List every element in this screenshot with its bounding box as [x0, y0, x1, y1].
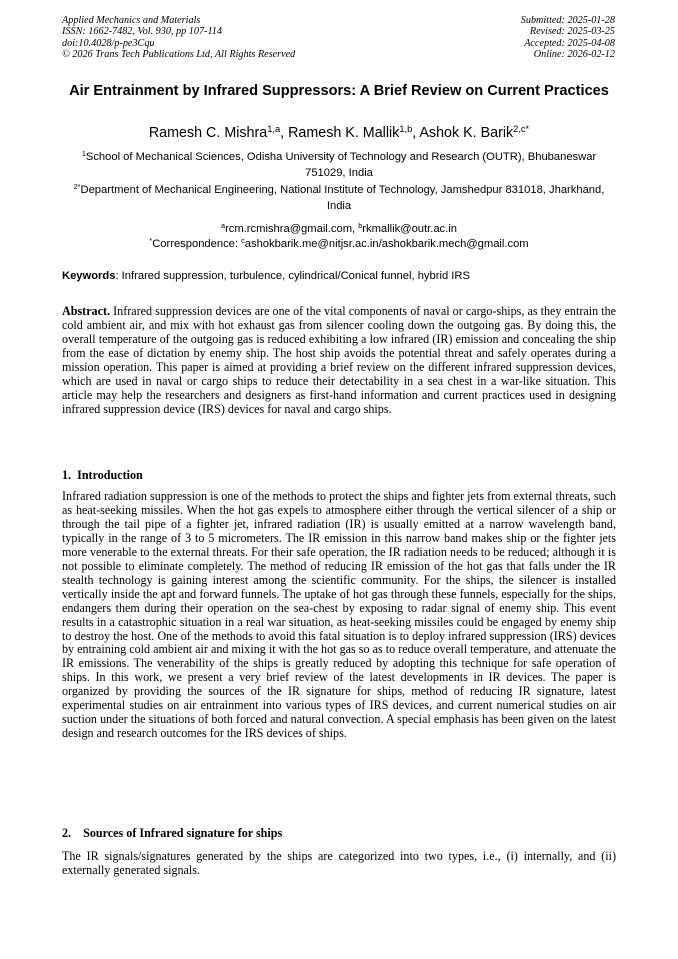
abstract	[62, 305, 616, 417]
affiliation-text: Department of Mechanical Engineering, National Institute of Technology, Jamshedpur 831018, Jharkhand, India	[80, 184, 605, 212]
online-date: Online: 2026-02-12	[533, 48, 615, 60]
affiliation-text: School of Mechanical Sciences, Odisha University of Technology and Research (OUTR), Bhubaneswar 751029, India	[85, 151, 597, 179]
section-2-paragraph: The IR signals/signatures generated by the ships are categorized into two types, i.e., (i) internally, and (ii) externally generated signals.	[62, 849, 616, 877]
introduction-paragraph: Infrared radiation suppression is one of the methods to protect the ships and fighter jets from external threats, such as heat-seeking missiles. When the hot gas expels to atmosphere either through the vertical silencer of a ship or through the tail pipe of a fighter jet, infrared radiation (IR) is usually emitted at a narrow wavelength band, typically in the range of 3 to 5 micrometers. The IR emission in this narrow band makes ship or the fighter jets more venerable to the external threats. For their safe operation, the IR radiation needs to be reduced; although it is not possible to eliminate completely. The method of reducing IR emission of the hot gas that falls under the IR stealth technology is gaining interest among the scientific community. For the ships, the silencer is installed vertically inside the apt and forward funnels. The uptake of hot gas through these funnels, especially for the ships, endangers them during their operation on the sea-chest by exposing to radar signal of enemy ship. This event results in a catastrophic situation in a real war situation, as heat-seeking missiles could be engaged by enemy ship to destroy the host. One of the methods to avoid this fatal situation is to deploy infrared suppression (IRS) devices by entraining cold ambient air and mixing it with the hot gas so as to reduce overall temperature, and attenuate the IR emissions. The venerability of the ships is greatly reduced by adopting this technique for safe operation of ships. In this work, we present a very brief review of the latest developments in IR devices. The paper is organized by providing the sources of the IR signature for ships, method of reducing IR signature, latest experimental studies on air entrainment into various types of IRS devices, and current numerical studies on air suction under the situations of both forced and natural convection. A special emphasis has been given on the latest design and research outcomes for the IRS devices of ships.	[62, 489, 616, 741]
author-name: Ramesh C. Mishra	[148, 125, 268, 141]
author-affiliation-mark: 1,b	[399, 123, 413, 134]
keywords	[62, 269, 616, 283]
issn-line: ISSN: 1662-7482, Vol. 930, pp 107-114	[62, 26, 222, 38]
journal-info	[62, 15, 295, 60]
keywords-text: : Infrared suppression, turbulence, cylindrical/Conical funnel, hybrid IRS	[115, 270, 470, 282]
section-heading-introduction: 1. Introduction	[62, 468, 143, 482]
abstract-text: Infrared suppression devices are one of the vital components of naval or cargo-ships, as they entrain the cold ambient air, and mix with hot exhaust gas from silencer cooling down the outgoing gas. By doing this, the overall temperature of the outgoing gas is reduced exhibiting a low infrared (IR) emission and concealing the ship from the ease of dictation by enemy ship. The host ship avoids the potential threat and safely operates during a mission operation. This paper is aimed at providing a brief review on the different infrared suppression devices, which are used in naval or cargo ships to reduce their detectability in a sea chest in a war-like situation. This article may help the researchers and designers as first-hand information and current practices used in designing infrared suppression device (IRS) devices for naval and cargo ships.	[62, 304, 616, 416]
correspondence-mark: *	[149, 235, 153, 245]
accepted-date: Accepted: 2025-04-08	[524, 37, 615, 49]
doi-line: doi:10.4028/p-pe3Cqu	[62, 37, 155, 49]
keywords-label: Keywords	[62, 270, 116, 282]
author-name: Ramesh K. Mallik	[288, 125, 400, 141]
email-c[interactable]: ashokbarik.me@nitjsr.ac.in/ashokbarik.mech@gmail.com	[244, 237, 529, 250]
email-mark: a	[221, 221, 226, 230]
email-b[interactable]: rkmallik@outr.ac.in	[362, 223, 457, 235]
author-affiliation-mark: 1,a	[267, 123, 281, 134]
author-separator: ,	[280, 125, 289, 141]
author-name: Ashok K. Barik	[419, 125, 514, 141]
correspondence-label: Correspondence:	[152, 237, 242, 250]
paper-title: Air Entrainment by Infrared Suppressors: A Brief Review on Current Practices	[69, 83, 609, 99]
affiliation-mark: 2*	[73, 182, 81, 191]
affiliation-1	[62, 150, 616, 181]
affiliation-mark: 1	[81, 149, 86, 158]
submitted-date: Submitted: 2025-01-28	[520, 15, 615, 26]
author-list	[62, 124, 616, 142]
author-affiliation-mark: 2,c*	[513, 123, 530, 134]
revised-date: Revised: 2025-03-25	[529, 26, 615, 38]
publication-dates	[521, 15, 615, 60]
correspondence-line	[62, 237, 616, 252]
author-emails	[62, 222, 616, 251]
abstract-label: Abstract.	[62, 304, 111, 318]
author-separator: ,	[412, 125, 420, 141]
email-a[interactable]: rcm.rcmishra@gmail.com,	[225, 223, 359, 235]
journal-name: Applied Mechanics and Materials	[62, 15, 201, 26]
copyright-line: © 2026 Trans Tech Publications Ltd, All Rights Reserved	[62, 48, 296, 60]
email-mark: c	[241, 235, 245, 245]
affiliation-2	[62, 183, 616, 214]
section-heading-ir-sources: 2. Sources of Infrared signature for ships	[62, 826, 283, 840]
email-line	[62, 222, 616, 237]
email-mark: b	[358, 221, 363, 230]
